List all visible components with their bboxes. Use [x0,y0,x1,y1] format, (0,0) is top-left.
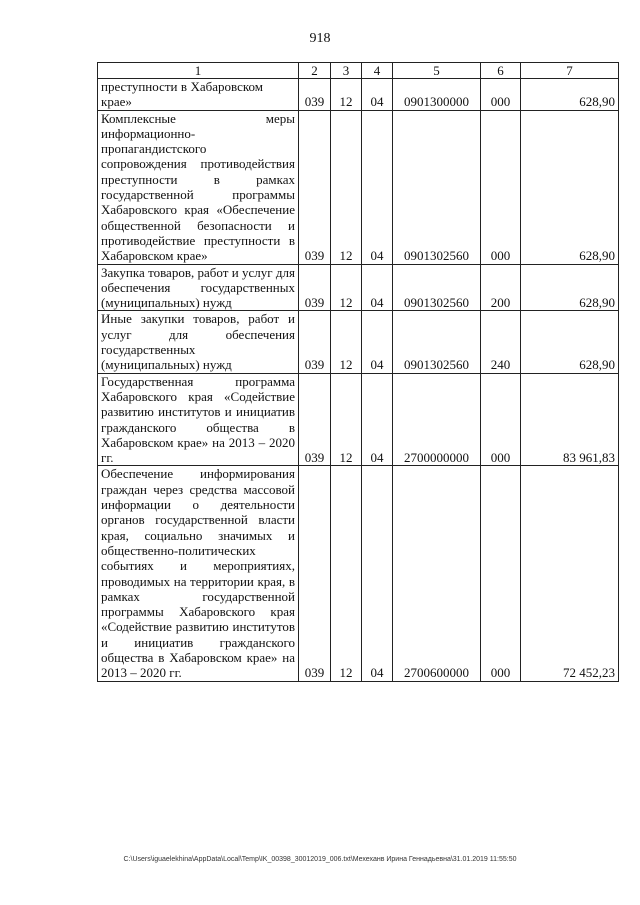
row-description: Обеспечение информирования граждан через средства массовой информации о деятельности органов государственной власти края, социально значимых и общественно-политических событиях и мероприятиях, проводимых на территории края, в рамках государственной программы Хабаровского края «Содействие развитию институтов и инициатив гражданского общества в Хабаровском крае» на 2013 – 2020 гг. [98,466,299,681]
expense-type-code: 000 [481,110,521,264]
target-article-code: 2700000000 [393,373,481,466]
section-code: 12 [331,466,362,681]
table-row [98,311,619,373]
target-article-code: 0901302560 [393,110,481,264]
row-description: Закупка товаров, работ и услуг для обеспечения государственных (муниципальных) нужд [98,264,299,311]
page-number: 918 [309,31,331,46]
target-article-code: 0901302560 [393,311,481,373]
amount: 83 961,83 [521,373,619,466]
table-row [98,264,619,311]
section-code: 12 [331,79,362,111]
subsection-code: 04 [362,264,393,311]
column-header: 3 [331,63,362,79]
table-row [98,79,619,111]
amount: 628,90 [521,110,619,264]
table-row [98,110,619,264]
expense-type-code: 240 [481,311,521,373]
amount: 72 452,23 [521,466,619,681]
table-row [98,373,619,466]
column-header: 5 [393,63,481,79]
subsection-code: 04 [362,311,393,373]
subsection-code: 04 [362,110,393,264]
expense-type-code: 200 [481,264,521,311]
column-header: 6 [481,63,521,79]
column-header: 1 [98,63,299,79]
target-article-code: 0901302560 [393,264,481,311]
column-header: 7 [521,63,619,79]
target-article-code: 2700600000 [393,466,481,681]
budget-table [97,62,619,682]
row-description: Комплексные меры информационно-пропагандистского сопровождения противодействия преступности в рамках государственной программы Хабаровского края «Обеспечение общественной безопасности и противодействие преступности в Хабаровском крае» [98,110,299,264]
amount: 628,90 [521,79,619,111]
column-header: 2 [299,63,331,79]
expense-type-code: 000 [481,466,521,681]
ministry-code: 039 [299,79,331,111]
expense-type-code: 000 [481,373,521,466]
section-code: 12 [331,264,362,311]
ministry-code: 039 [299,466,331,681]
row-description: преступности в Хабаровском крае» [98,79,299,111]
row-description: Иные закупки товаров, работ и услуг для обеспечения государственных (муниципальных) нужд [98,311,299,373]
column-header: 4 [362,63,393,79]
file-path-footer: C:\Users\iguaelekhina\AppData\Local\Temp\IK_00398_30012019_006.txt\Мехеханв Ирина Геннадьевна\31.01.2019 11:55:50 [123,856,517,863]
amount: 628,90 [521,264,619,311]
ministry-code: 039 [299,264,331,311]
subsection-code: 04 [362,79,393,111]
target-article-code: 0901300000 [393,79,481,111]
section-code: 12 [331,373,362,466]
subsection-code: 04 [362,373,393,466]
subsection-code: 04 [362,466,393,681]
amount: 628,90 [521,311,619,373]
section-code: 12 [331,311,362,373]
expense-type-code: 000 [481,79,521,111]
ministry-code: 039 [299,311,331,373]
column-number-row [98,63,619,79]
section-code: 12 [331,110,362,264]
row-description: Государственная программа Хабаровского края «Содействие развитию институтов и инициатив гражданского общества в Хабаровском крае» на 2013 – 2020 гг. [98,373,299,466]
ministry-code: 039 [299,373,331,466]
table-row [98,466,619,681]
ministry-code: 039 [299,110,331,264]
